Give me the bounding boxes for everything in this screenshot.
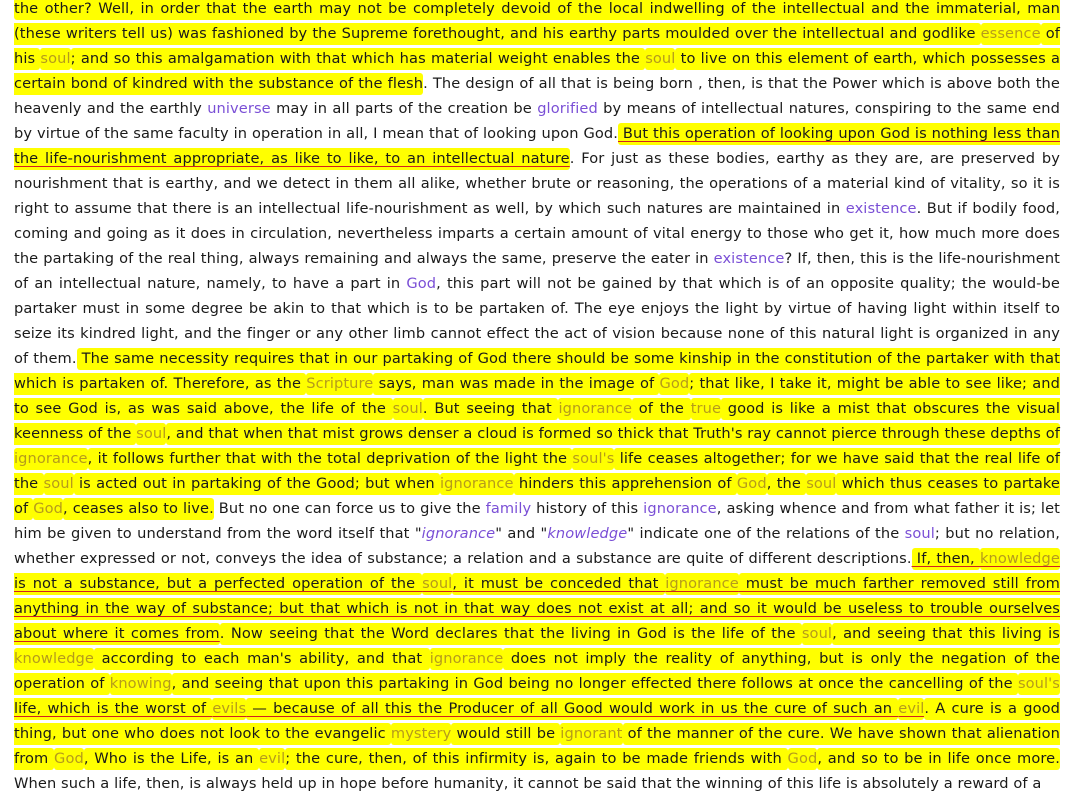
glossary-link[interactable]: God (737, 473, 767, 495)
glossary-link[interactable]: family (485, 500, 532, 517)
text-run: ? If, then, this is the life-nourishment of an intellectual nature, namely, to have a part in (14, 250, 1060, 292)
highlighted-text: — because of all this the Producer of all Good would work in us the cure of such an (246, 698, 898, 720)
glossary-link[interactable]: existence (845, 200, 917, 217)
glossary-link[interactable]: soul's (1018, 673, 1060, 695)
highlighted-text: must be much farther removed still from anything in the way of substance; but that which is not in that way does not exist at all; and so it would be useless to trouble ourselves about where it comes from (14, 573, 1060, 645)
highlighted-text: ; and so this amalgamation with that which has material weight enables the (71, 48, 646, 70)
glossary-link[interactable]: soul (136, 423, 166, 445)
glossary-link[interactable]: evil (898, 698, 924, 720)
highlighted-text: . A cure is a good thing, but one who does not look to the evangelic (14, 698, 1060, 745)
glossary-link[interactable]: soul (645, 48, 675, 70)
highlighted-text: is not a substance, but a perfected operation of the (14, 573, 422, 595)
glossary-link[interactable]: soul (44, 473, 74, 495)
glossary-link[interactable]: soul (802, 623, 832, 645)
highlighted-text: ; that like, I take it, might be able to see like; and to see God is, as was said above, the life of the (14, 373, 1060, 420)
text-run: , this part will not be gained by that which is of an opposite quality; the would-be partaker must in some degree be akin to that which is to be partaken of. The eye enjoys the light by virtue of having light within itself to seize its kindred light, and the finger or any other limb cannot effect the act of vision because none of this natural light is organized in any of them. (14, 275, 1060, 367)
glossary-link[interactable]: soul (422, 573, 452, 595)
highlighted-text: does not imply the reality of anything, but is only the negation of the operation of (14, 648, 1060, 695)
text-run: . The design of all that is being born , then, is that the Power which is above both the heavenly and the earthly (14, 75, 1060, 117)
highlighted-text: the other? Well, in order that the earth may not be completely devoid of the local indwelling of the intellectual and the immaterial, man (these writers tell us) was fashioned by the Supreme forethought, and his earthy parts moulded over the intellectual and godlike (14, 0, 1060, 45)
highlighted-text: according to each man's ability, and that (94, 648, 430, 670)
glossary-link[interactable]: ignorance (643, 500, 717, 517)
highlighted-text: of his (14, 23, 1060, 70)
highlighted-text: , it follows further that with the total deprivation of the light the (88, 448, 573, 470)
highlighted-text: of the (632, 398, 691, 420)
highlighted-text: But this operation of looking upon God is nothing less than the life-nourishment appropriate, as like to like, to an intellectual nature (14, 123, 1060, 170)
text-run: But no one can force us to give the (213, 500, 486, 517)
highlighted-text: , and so to be in life once more. (817, 748, 1060, 770)
document-body (14, 0, 1060, 796)
highlighted-text: The same necessity requires that in our partaking of God there should be some kinship in the constitution of the partaker with that which is partaken of. Therefore, as the (14, 348, 1060, 395)
glossary-link[interactable]: God (33, 498, 63, 520)
glossary-link[interactable]: ignorance (665, 573, 739, 595)
glossary-link[interactable]: Scripture (306, 373, 373, 395)
text-run: may in all parts of the creation be (270, 100, 538, 117)
text-run: . But if bodily food, coming and going as it does in circulation, nevertheless imparts a certain amount of vital energy to those who get it, how much more does the partaking of the real thing, always remaining and always the same, preserve the eater in (14, 200, 1060, 267)
glossary-link[interactable]: universe (207, 100, 271, 117)
highlighted-text: , and seeing that upon this partaking in God being no longer effected there follows at once the cancelling of the (172, 673, 1018, 695)
glossary-link[interactable]: God (54, 748, 84, 770)
glossary-link[interactable]: existence (713, 250, 785, 267)
glossary-link[interactable]: knowing (110, 673, 172, 695)
glossary-link[interactable]: God (788, 748, 818, 770)
highlighted-text: to live on this element of earth, which possesses a certain bond of kindred with the substance of the flesh (14, 48, 1060, 95)
glossary-link[interactable]: evils (212, 698, 246, 720)
text-run: by means of intellectual natures, conspiring to the same end by virtue of the same faculty in operation in all, I mean that of looking upon God. (14, 100, 1060, 142)
text-run: When such a life, then, is always held up in hope before humanity, it cannot be said that the winning of this life is absolutely a reward of a (14, 775, 1042, 792)
glossary-link[interactable]: mystery (391, 723, 452, 745)
glossary-link[interactable]: God (659, 373, 689, 395)
highlighted-text: , it must be conceded that (452, 573, 665, 595)
glossary-link[interactable]: true (691, 398, 721, 420)
glossary-link[interactable]: ignorance (430, 648, 504, 670)
glossary-link[interactable]: knowledge (14, 648, 94, 670)
highlighted-text: would still be (451, 723, 560, 745)
glossary-link[interactable]: God (406, 275, 437, 292)
highlighted-text: good is like a mist that obscures the visual keenness of the (14, 398, 1060, 445)
glossary-link[interactable]: glorified (537, 100, 598, 117)
highlighted-text: ; the cure, then, of this infirmity is, again to be made friends with (285, 748, 787, 770)
highlighted-text: , ceases also to live. (63, 498, 214, 520)
highlighted-text: life, which is the worst of (14, 698, 212, 720)
glossary-link[interactable]: soul (393, 398, 423, 420)
glossary-link[interactable]: knowledge (980, 548, 1060, 570)
glossary-link[interactable]: soul's (572, 448, 614, 470)
text-run: " and " (495, 525, 548, 542)
glossary-link[interactable]: ignorance (558, 398, 632, 420)
glossary-link[interactable]: soul (40, 48, 70, 70)
glossary-link[interactable]: ignorance (421, 525, 496, 542)
highlighted-text: hinders this apprehension of (514, 473, 737, 495)
highlighted-text: , Who is the Life, is an (84, 748, 259, 770)
highlighted-text: which thus ceases to partake of (14, 473, 1060, 520)
highlighted-text: life ceases altogether; for we have said that the real life of the (14, 448, 1060, 495)
text-run: " indicate one of the relations of the (627, 525, 905, 542)
highlighted-text: . But seeing that (423, 398, 559, 420)
text-run: ; but no relation, whether expressed or not, conveys the idea of substance; a relation and a substance are quite of different descriptions. (14, 525, 1061, 567)
highlighted-text: is acted out in partaking of the Good; but when (74, 473, 440, 495)
glossary-link[interactable]: ignorance (440, 473, 514, 495)
glossary-link[interactable]: soul (904, 525, 935, 542)
glossary-link[interactable]: ignorant (560, 723, 622, 745)
glossary-link[interactable]: ignorance (14, 448, 88, 470)
highlighted-text: says, man was made in the image of (373, 373, 659, 395)
highlighted-text: , the (767, 473, 807, 495)
text-run: , asking whence and from what father it is; let him be given to understand from the word itself that " (14, 500, 1060, 542)
glossary-link[interactable]: essence (981, 23, 1041, 45)
text-run: . For just as these bodies, earthy as they are, are preserved by nourishment that is earthy, and we detect in them all alike, whether brute or reasoning, the operations of a material kind of vitality, so it is right to assume that there is an intellectual life-nourishment as well, by which such natures are maintained in (14, 150, 1060, 217)
glossary-link[interactable]: evil (259, 748, 285, 770)
glossary-link[interactable]: soul (806, 473, 836, 495)
highlighted-text: . Now seeing that the Word declares that the living in God is the life of the (220, 623, 802, 645)
text-run: history of this (531, 500, 644, 517)
highlighted-text: , and seeing that this living is (832, 623, 1060, 645)
highlighted-text: of the manner of the cure. We have shown that alienation from (14, 723, 1060, 770)
glossary-link[interactable]: knowledge (547, 525, 628, 542)
highlighted-text: If, then, (912, 548, 980, 570)
highlighted-text: , and that when that mist grows denser a cloud is formed so thick that Truth's ray cannot pierce through these depths of (166, 423, 1060, 445)
